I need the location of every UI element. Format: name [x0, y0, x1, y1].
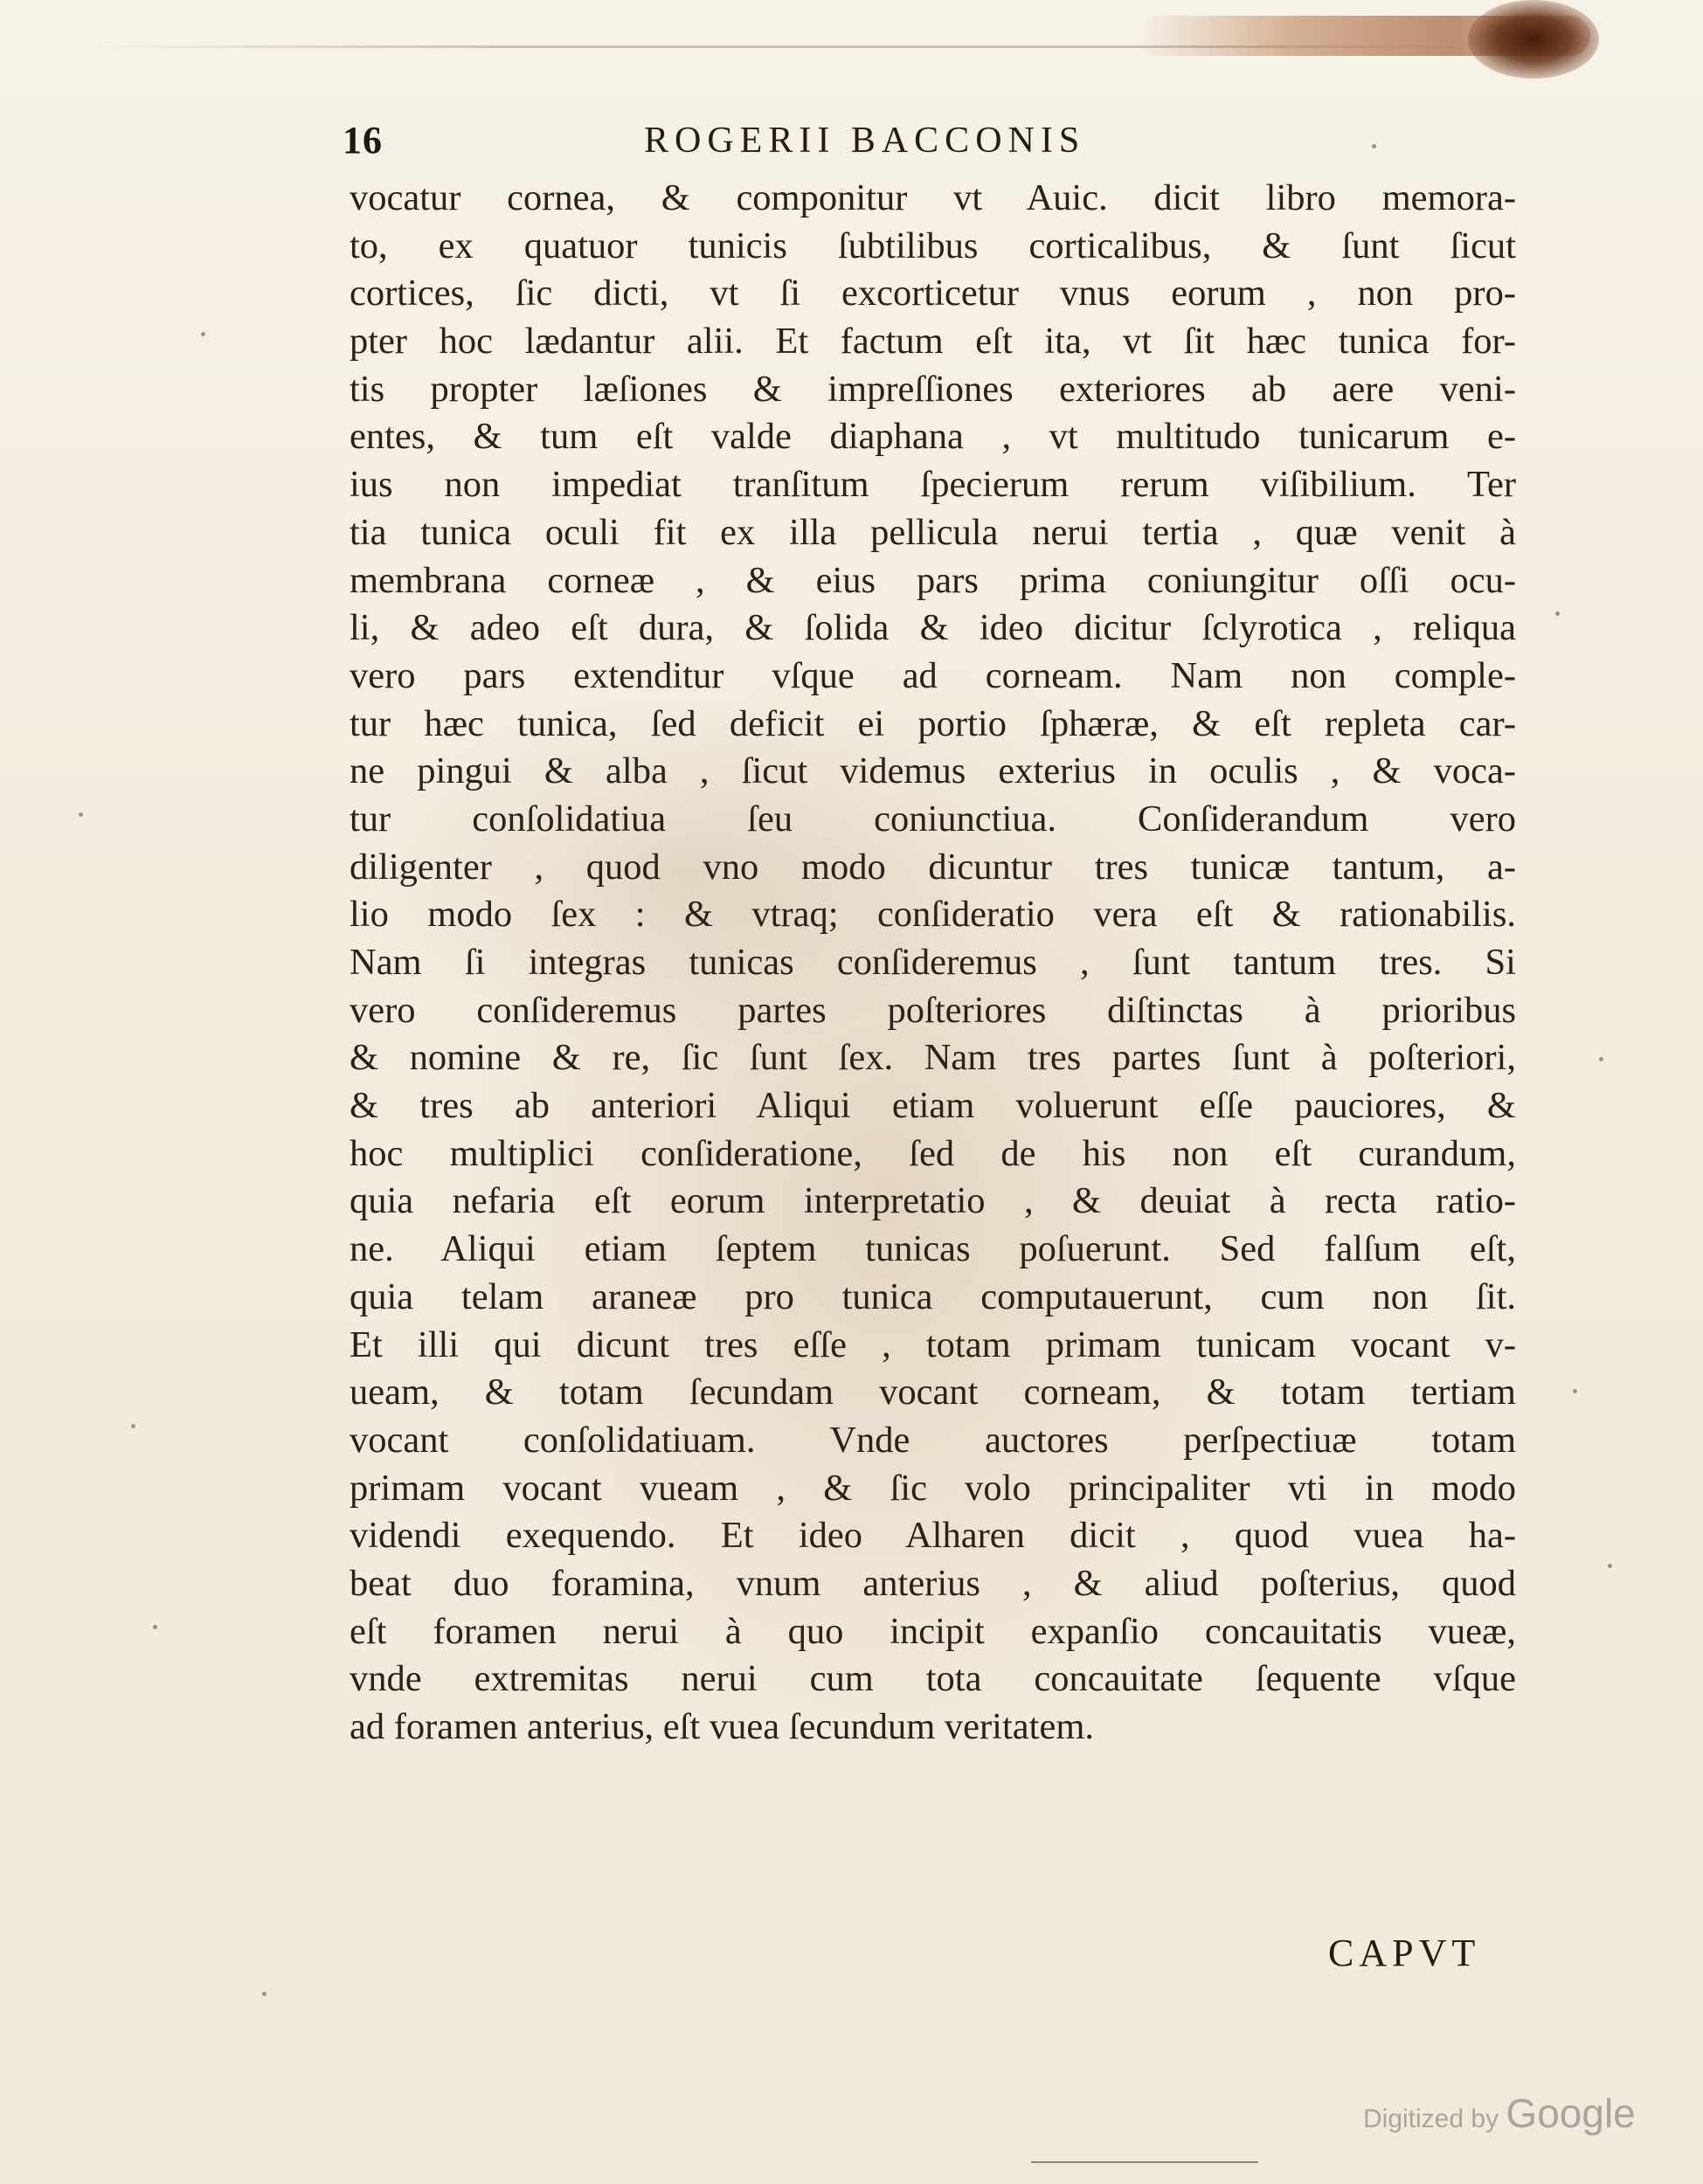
text-line: ne pingui & alba , ſicut videmus exterius in oculis , & voca- — [350, 750, 1516, 792]
paper-speck — [262, 1992, 267, 1996]
text-line: beat duo foramina, vnum anterius , & aliud poſterius, quod — [350, 1562, 1516, 1604]
text-line: tis propter læſiones & impreſſiones exteriores ab aere veni- — [350, 368, 1516, 410]
text-line: eſt foramen nerui à quo incipit expanſio concauitatis vueæ, — [350, 1610, 1516, 1652]
text-line: pter hoc lædantur alii. Et factum eſt ita, vt ſit hæc tunica for- — [350, 321, 1516, 363]
ink-blot — [1468, 0, 1599, 79]
text-line: ueam, & totam ſecundam vocant corneam, & totam tertiam — [350, 1372, 1516, 1413]
text-line: primam vocant vueam , & ſic volo principaliter vti in modo — [350, 1467, 1516, 1509]
text-line: tia tunica oculi fit ex illa pellicula nerui tertia , quæ venit à — [350, 511, 1516, 553]
page-edge-line — [1031, 2161, 1258, 2163]
paper-speck — [1573, 1389, 1577, 1393]
text-line: diligenter , quod vno modo dicuntur tres tunicæ tantum, a- — [350, 846, 1516, 888]
text-line: Et illi qui dicunt tres eſſe , totam primam tunicam vocant v- — [350, 1324, 1516, 1365]
text-line: vocatur cornea, & componitur vt Auic. dicit libro memora- — [350, 177, 1516, 218]
text-line: tur conſolidatiua ſeu coniunctiua. Conſiderandum vero — [350, 798, 1516, 840]
text-line: ius non impediat tranſitum ſpecierum rerum viſibilium. Ter — [350, 464, 1516, 506]
text-line: & tres ab anteriori Aliqui etiam voluerunt eſſe pauciores, & — [350, 1085, 1516, 1127]
text-line: lio modo ſex : & vtraq; conſideratio vera eſt & rationabilis. — [350, 894, 1516, 936]
text-line: quia telam araneæ pro tunica computauerunt, cum non ſit. — [350, 1275, 1516, 1317]
text-line: & nomine & re, ſic ſunt ſex. Nam tres partes ſunt à poſteriori, — [350, 1037, 1516, 1079]
text-line: ad foramen anterius, eſt vuea ſecundum veritatem. — [350, 1706, 1095, 1747]
catchword: CAPVT — [1328, 1932, 1481, 1974]
text-line: Nam ſi integras tunicas conſideremus , ſunt tantum tres. Si — [350, 942, 1516, 983]
paper-speck — [153, 1625, 157, 1629]
digitization-watermark — [1363, 2090, 1636, 2137]
text-line: videndi exequendo. Et ideo Alharen dicit , quod vuea ha- — [350, 1515, 1516, 1557]
text-line: entes, & tum eſt valde diaphana , vt multitudo tunicarum e- — [350, 416, 1516, 458]
text-line: vero pars extenditur vſque ad corneam. Nam non comple- — [350, 654, 1516, 696]
text-line: cortices, ſic dicti, vt ſi excorticetur vnus eorum , non pro- — [350, 273, 1516, 314]
watermark-prefix: Digitized by — [1363, 2105, 1499, 2133]
text-line: ne. Aliqui etiam ſeptem tunicas poſuerunt. Sed falſum eſt, — [350, 1228, 1516, 1270]
text-line: vocant conſolidatiuam. Vnde auctores perſpectiuæ totam — [350, 1419, 1516, 1461]
watermark-brand: Google — [1506, 2091, 1636, 2136]
paper-speck — [1555, 612, 1560, 616]
text-line: hoc multiplici conſideratione, ſed de his non eſt curandum, — [350, 1132, 1516, 1174]
page-number: 16 — [343, 119, 383, 162]
paper-speck — [1599, 1057, 1603, 1061]
paper-speck — [201, 332, 205, 336]
body-text — [350, 175, 1516, 1752]
text-line: tur hæc tunica, ſed deficit ei portio ſphæræ, & eſt repleta car- — [350, 702, 1516, 744]
running-title: ROGERII BACCONIS — [644, 121, 1086, 161]
text-line: quia nefaria eſt eorum interpretatio , & deuiat à recta ratio- — [350, 1180, 1516, 1222]
text-line: membrana corneæ , & eius pars prima coniungitur oſſi ocu- — [350, 559, 1516, 601]
page-edge-line — [87, 45, 1485, 48]
text-line: vnde extremitas nerui cum tota concauitate ſequente vſque — [350, 1658, 1516, 1700]
text-line: to, ex quatuor tunicis ſubtilibus corticalibus, & ſunt ſicut — [350, 225, 1516, 266]
paper-speck — [131, 1424, 135, 1428]
page-header — [343, 118, 1505, 170]
text-line: li, & adeo eſt dura, & ſolida & ideo dicitur ſclyrotica , reliqua — [350, 607, 1516, 649]
text-line: vero conſideremus partes poſteriores diſtinctas à prioribus — [350, 989, 1516, 1031]
paper-speck — [1608, 1564, 1612, 1568]
paper-speck — [79, 812, 83, 817]
